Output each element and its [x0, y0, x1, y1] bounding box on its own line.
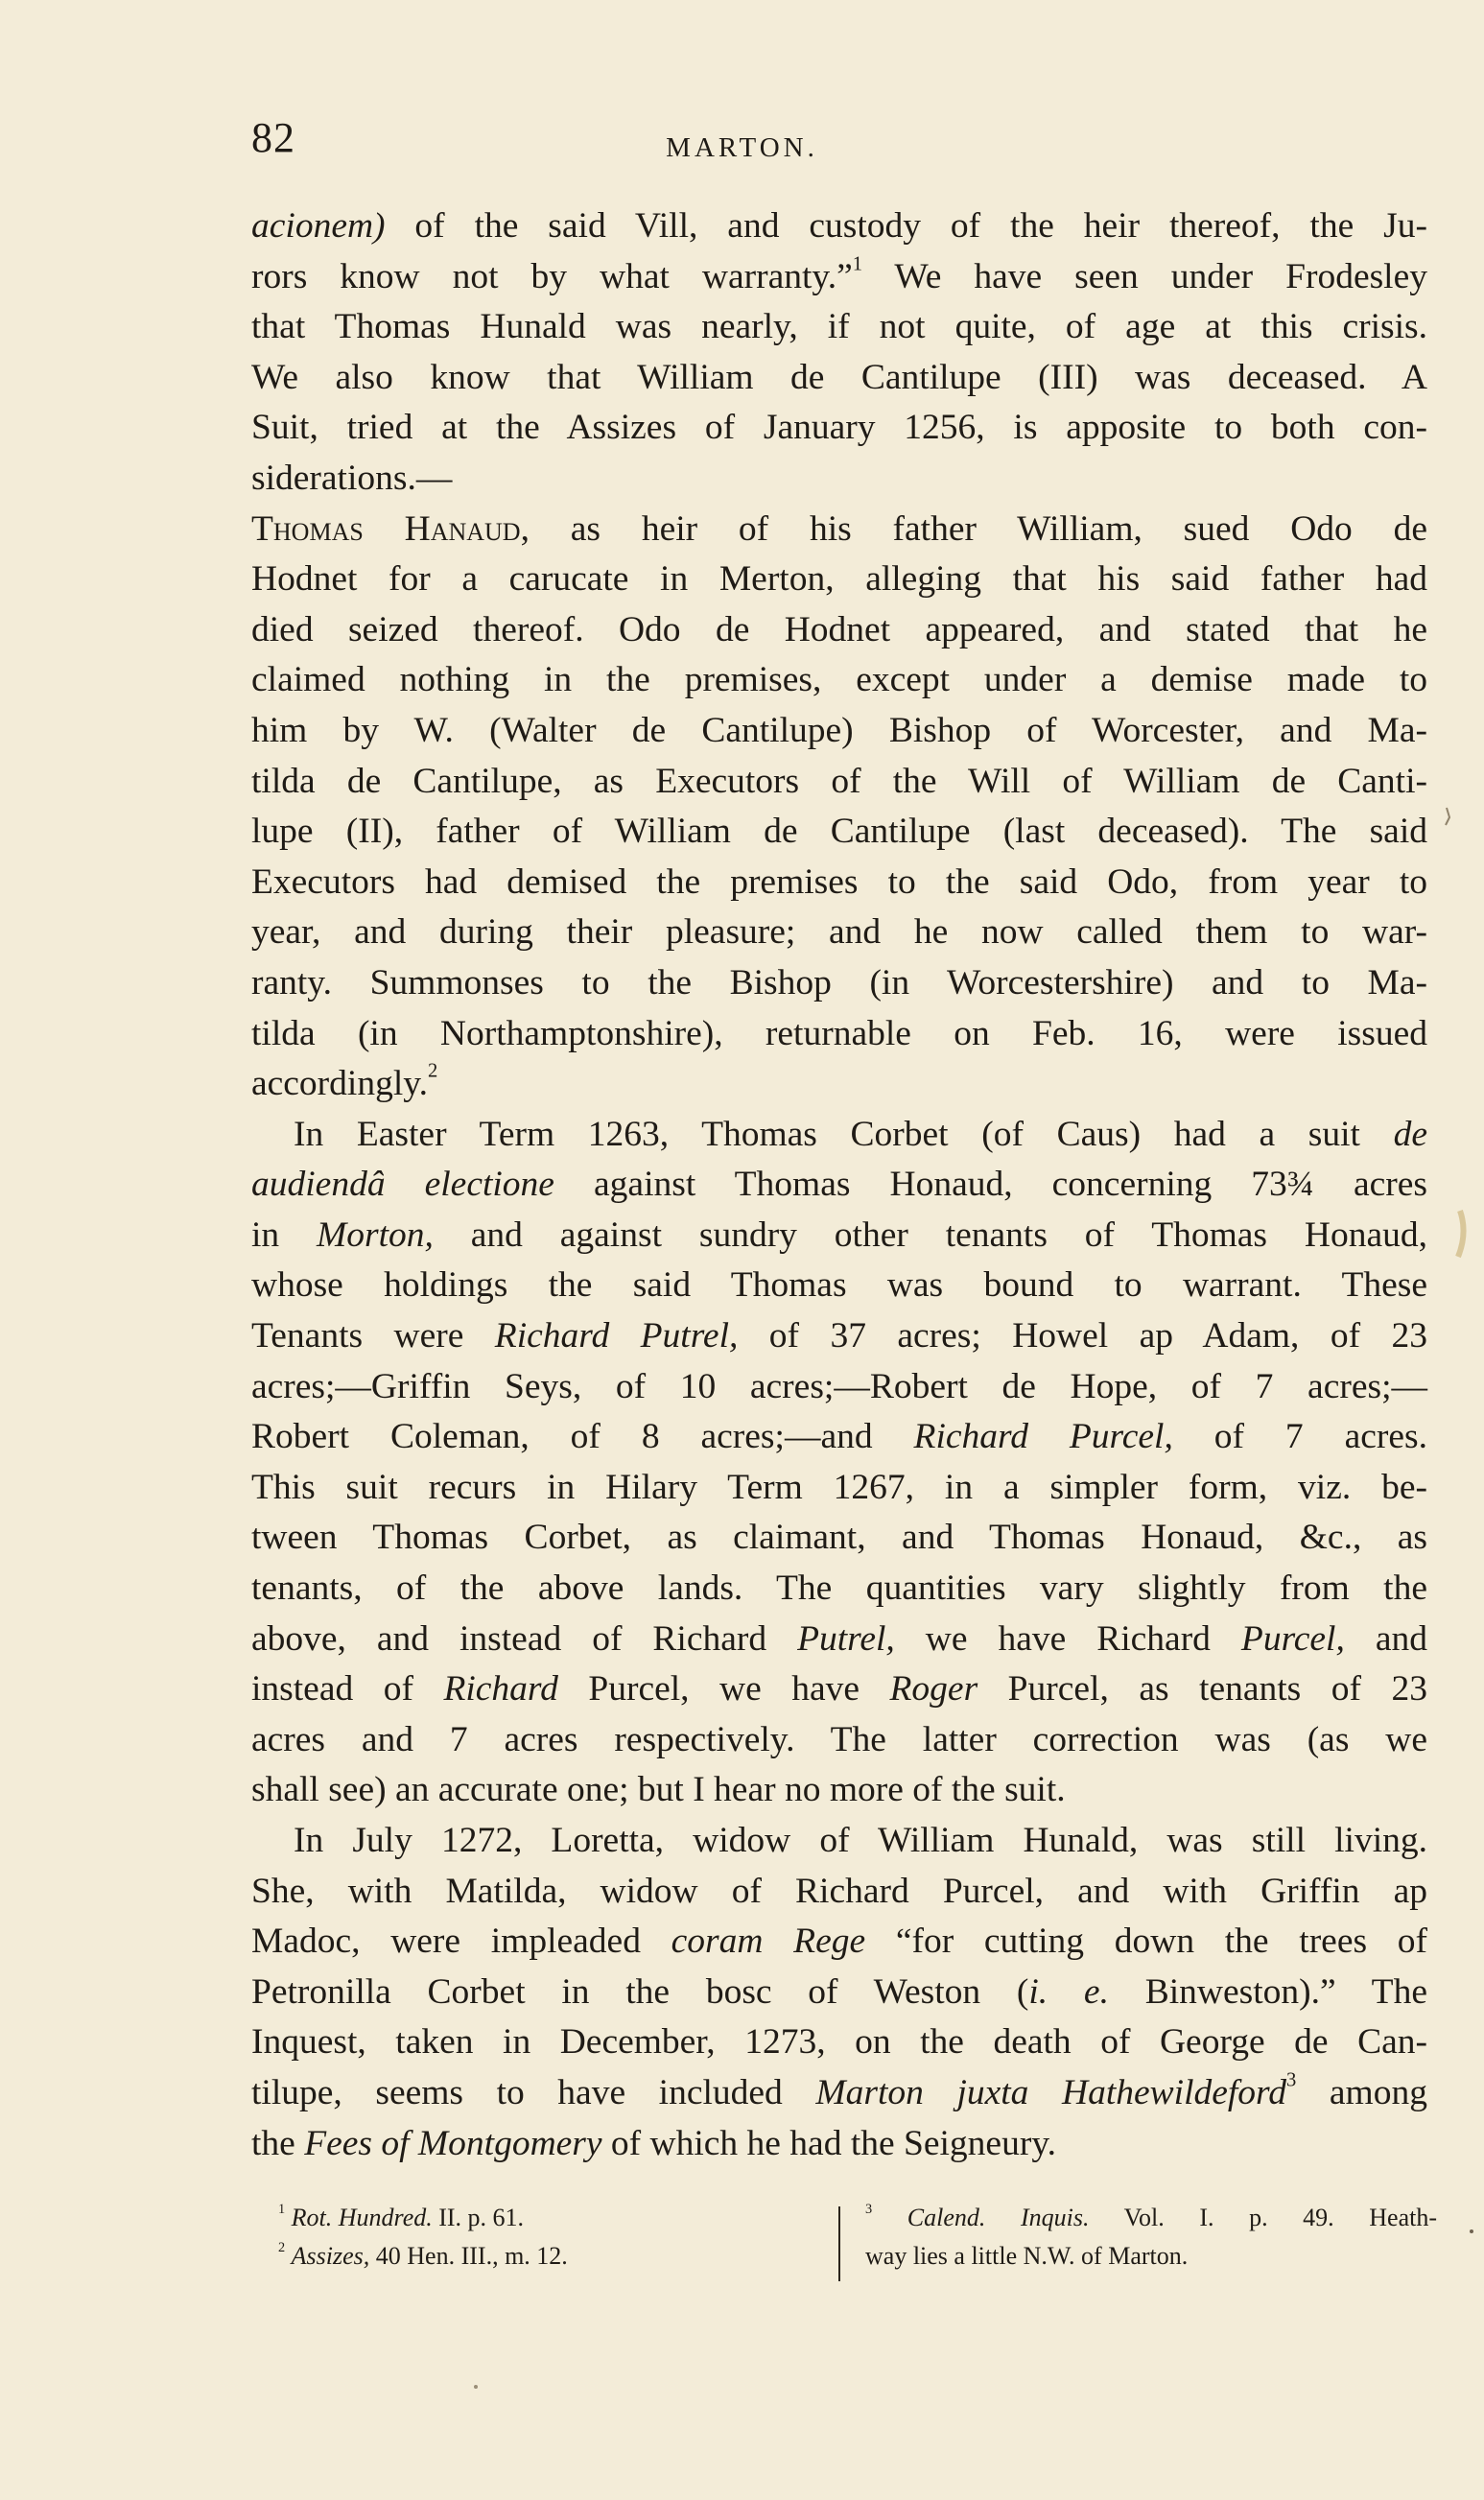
text-span: among [1296, 2072, 1427, 2112]
text-span: the [251, 2123, 305, 2163]
text-line: tilda (in Northamptonshire), returnable on Feb. 16, were issued [251, 1013, 1427, 1053]
text-span: “for cutting down the trees of [865, 1922, 1427, 1962]
text-line: Inquest, taken in December, 1273, on the death of George de Can- [251, 2022, 1427, 2063]
text-span: Purcel, as tenants of 23 [978, 1669, 1427, 1710]
footnote-ref: 2 [427, 1060, 438, 1082]
text-line: died seized thereof. Odo de Hodnet appeared, and stated that he [251, 609, 1427, 649]
text-line: year, and during their pleasure; and he now called them to war- [251, 912, 1427, 953]
footnote-number: 3 [865, 2202, 873, 2218]
text-span: Petronilla Corbet in the bosc of Weston ( [251, 1971, 1029, 2012]
text-span: Rot. Hundred. [291, 2204, 433, 2231]
text-span: tilupe, seems to have included [251, 2072, 816, 2112]
text-span: audiendâ electione [251, 1165, 554, 1205]
text-line: We also know that William de Cantilupe (III) was deceased. A [251, 357, 1427, 397]
text-span: as heir of his father William, sued Odo de [529, 508, 1428, 549]
margin-mark [1446, 808, 1449, 825]
text-span: Thomas Hanaud, [251, 508, 530, 549]
text-span: Fees of Montgomery [304, 2123, 602, 2163]
text-line: Executors had demised the premises to the said Odo, from year to [251, 861, 1427, 902]
text-span: Purcel, [1240, 1618, 1345, 1659]
text-span: acionem) [251, 206, 386, 246]
ink-speck [474, 2385, 478, 2389]
text-line: Hodnet for a carucate in Merton, alleging that his said father had [251, 559, 1427, 600]
text-line: lupe (II), father of William de Cantilupe (last deceased). The said [251, 812, 1427, 852]
text-line: acres;—Griffin Seys, of 10 acres;—Robert de Hope, of 7 acres;— [251, 1366, 1427, 1406]
text-line: acres and 7 acres respectively. The latter correction was (as we [251, 1719, 1427, 1759]
text-span: In Easter Term 1263, Thomas Corbet (of Caus) had a suit [294, 1114, 1394, 1154]
text-line: claimed nothing in the premises, except under a demise made to [251, 660, 1427, 700]
text-span: and [1344, 1618, 1427, 1659]
text-line: tween Thomas Corbet, as claimant, and Thomas Honaud, &c., as [251, 1518, 1427, 1558]
text-line: siderations.— [251, 458, 453, 498]
text-span: against Thomas Honaud, concerning 73¾ acres [554, 1165, 1428, 1205]
text-line: In July 1272, Loretta, widow of William Hunald, was still living. [294, 1821, 1427, 1860]
text-span: of which he had the Seigneury. [601, 2123, 1057, 2163]
text-span: of 7 acres. [1172, 1417, 1427, 1457]
text-span: Putrel, [797, 1618, 895, 1659]
text-span: accordingly. [251, 1064, 428, 1104]
text-line: She, with Matilda, widow of Richard Purcel, and with Griffin ap [251, 1871, 1427, 1911]
text-span: Vol. I. p. 49. Heath- [1089, 2204, 1437, 2231]
text-span: Tenants were [251, 1316, 495, 1356]
text-span: Madoc, were impleaded [251, 1922, 671, 1962]
text-span: rors know not by what warranty.” [251, 256, 853, 296]
text-line: shall see) an accurate one; but I hear no more of the suit. [251, 1770, 1066, 1810]
text-span: in [251, 1215, 318, 1255]
text-span: Richard Purcel, [913, 1417, 1173, 1457]
text-span: We have seen under Frodesley [862, 256, 1427, 296]
text-span: of the said Vill, and custody of the heir thereof, the Ju- [385, 206, 1427, 246]
text-span: we have Richard [894, 1618, 1241, 1659]
text-span: Robert Coleman, of 8 acres;—and [251, 1417, 914, 1457]
text-span: Calend. Inquis. [907, 2204, 1090, 2231]
text-span: Morton, [317, 1215, 434, 1255]
text-span: i. e. [1028, 1971, 1109, 2012]
text-span: Richard Putrel, [494, 1316, 739, 1356]
text-span: of 37 acres; Howel ap Adam, of 23 [738, 1316, 1427, 1356]
text-line: tenants, of the above lands. The quantities vary slightly from the [251, 1568, 1427, 1609]
text-span: and against sundry other tenants of Thomas Honaud, [433, 1215, 1427, 1255]
text-line: This suit recurs in Hilary Term 1267, in a simpler form, viz. be- [251, 1467, 1427, 1507]
text-span: II. p. 61. [432, 2204, 525, 2231]
text-span: Assizes, [291, 2242, 370, 2270]
text-line: whose holdings the said Thomas was bound to warrant. These [251, 1265, 1427, 1306]
footnote-number: 1 [278, 2202, 286, 2218]
text-line: Suit, tried at the Assizes of January 1256, is apposite to both con- [251, 408, 1427, 448]
text-line: that Thomas Hunald was nearly, if not quite, of age at this crisis. [251, 307, 1427, 347]
text-span: 40 Hen. III., m. 12. [369, 2242, 568, 2270]
running-title: MARTON. [666, 132, 818, 163]
footnote-number: 2 [278, 2240, 286, 2256]
text-span: Purcel, we have [557, 1669, 890, 1710]
text-line: tilda de Cantilupe, as Executors of the Will of William de Canti- [251, 761, 1427, 801]
footnote-ref: 1 [852, 253, 863, 275]
text-span: Richard [443, 1669, 558, 1710]
ink-speck [1470, 2229, 1473, 2233]
text-span: instead of [251, 1669, 444, 1710]
footnote-continuation: way lies a little N.W. of Marton. [865, 2242, 1189, 2270]
text-span: Marton juxta Hathewildeford [815, 2072, 1287, 2112]
text-span: de [1393, 1114, 1427, 1154]
page-stain [1458, 1211, 1464, 1257]
footnote-ref: 3 [1286, 2069, 1297, 2091]
text-span: above, and instead of Richard [251, 1618, 798, 1659]
text-line: him by W. (Walter de Cantilupe) Bishop of Worcester, and Ma- [251, 710, 1427, 750]
text-span: Roger [889, 1669, 978, 1710]
text-line: ranty. Summonses to the Bishop (in Worcestershire) and to Ma- [251, 962, 1427, 1002]
text-span: coram Rege [671, 1922, 866, 1962]
page-number: 82 [251, 114, 295, 161]
text-span: Binweston).” The [1108, 1971, 1427, 2012]
